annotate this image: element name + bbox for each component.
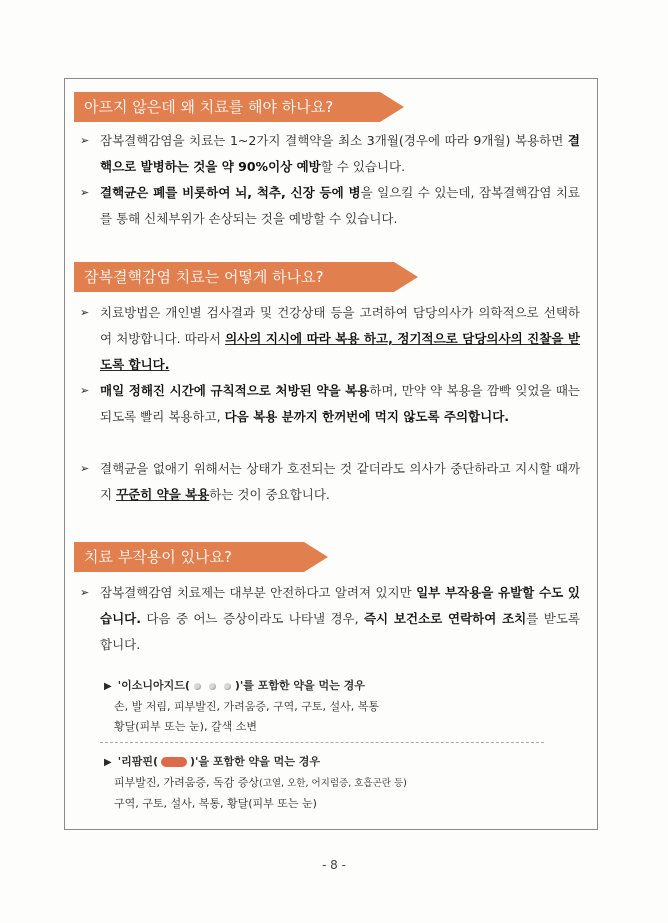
white-pill-icon <box>190 679 235 692</box>
dashed-divider <box>100 742 544 743</box>
arrow-bullet-icon: ➢ <box>80 306 90 319</box>
symptom-line: 구역, 구토, 설사, 복통, 황달(피부 또는 눈) <box>114 797 317 810</box>
list-item: ➢ 잠복결핵감염 치료제는 대부분 안전하다고 알려져 있지만 일부 부작용을 유발할 수도 있습니다. 다음 중 어느 증상이라도 나타낼 경우, 즉시 보건소로 연락하여 조치를 받도록 합니다. <box>80 580 580 658</box>
triangle-bullet-icon: ▶ <box>104 681 112 692</box>
list-item: ➢ 결핵균은 폐를 비롯하여 뇌, 척추, 신장 등에 병을 일으킬 수 있는데, 잠복결핵감염 치료를 통해 신체부위가 손상되는 것을 예방할 수 있습니다. <box>80 180 580 232</box>
section-header-why-treat: 아프지 않은데 왜 치료를 해야 하나요? <box>74 92 380 122</box>
red-pill-icon <box>161 757 187 767</box>
arrow-bullet-icon: ➢ <box>80 586 90 599</box>
page-number: - 8 - <box>322 858 346 872</box>
list-item: ➢ 매일 정해진 시간에 규칙적으로 처방된 약을 복용하며, 만약 약 복용을 깜빡 잊었을 때는 되도록 빨리 복용하고, 다음 복용 분까지 한꺼번에 먹지 않도록 주의합니다. <box>80 378 580 430</box>
arrow-bullet-icon: ➢ <box>80 462 90 475</box>
section-header-side-effects: 치료 부작용이 있나요? <box>74 542 304 572</box>
symptom-line: 황달(피부 또는 눈), 갈색 소변 <box>114 720 257 733</box>
drug-rifampin: ▶ '리팜핀( )'을 포함한 약을 먹는 경우 피부발진, 가려움증, 독감 증상(고열, 오한, 어지럼증, 호흡곤란 등) 구역, 구토, 설사, 복통, 황달(피부 또는 눈) <box>104 752 407 814</box>
list-item: ➢ 치료방법은 개인별 검사결과 및 건강상태 등을 고려하여 담당의사가 의학적으로 선택하여 처방합니다. 따라서 의사의 지시에 따라 복용 하고, 정기적으로 담당의사의 진찰을 받도록 합니다. <box>80 300 580 378</box>
drug-isoniazid: ▶ '이소니아지드( )'를 포함한 약을 먹는 경우 손, 발 저림, 피부발진, 가려움증, 구역, 구토, 설사, 복통 황달(피부 또는 눈), 갈색 소변 <box>104 676 379 737</box>
arrow-bullet-icon: ➢ <box>80 384 90 397</box>
symptom-line: 피부발진, 가려움증, 독감 증상(고열, 오한, 어지럼증, 호흡곤란 등) <box>114 776 407 789</box>
arrow-bullet-icon: ➢ <box>80 134 90 147</box>
symptom-line: 손, 발 저림, 피부발진, 가려움증, 구역, 구토, 설사, 복통 <box>114 700 379 713</box>
list-item: ➢ 결핵균을 없애기 위해서는 상태가 호전되는 것 같더라도 의사가 중단하라고 지시할 때까지 꾸준히 약을 복용하는 것이 중요합니다. <box>80 456 580 508</box>
arrow-bullet-icon: ➢ <box>80 186 90 199</box>
triangle-bullet-icon: ▶ <box>104 757 112 768</box>
list-item: ➢ 잠복결핵감염을 치료는 1~2가지 결핵약을 최소 3개월(경우에 따라 9개월) 복용하면 결핵으로 발병하는 것을 약 90%이상 예방할 수 있습니다. <box>80 128 580 180</box>
section-header-how-treat: 잠복결핵감염 치료는 어떻게 하나요? <box>74 262 394 292</box>
